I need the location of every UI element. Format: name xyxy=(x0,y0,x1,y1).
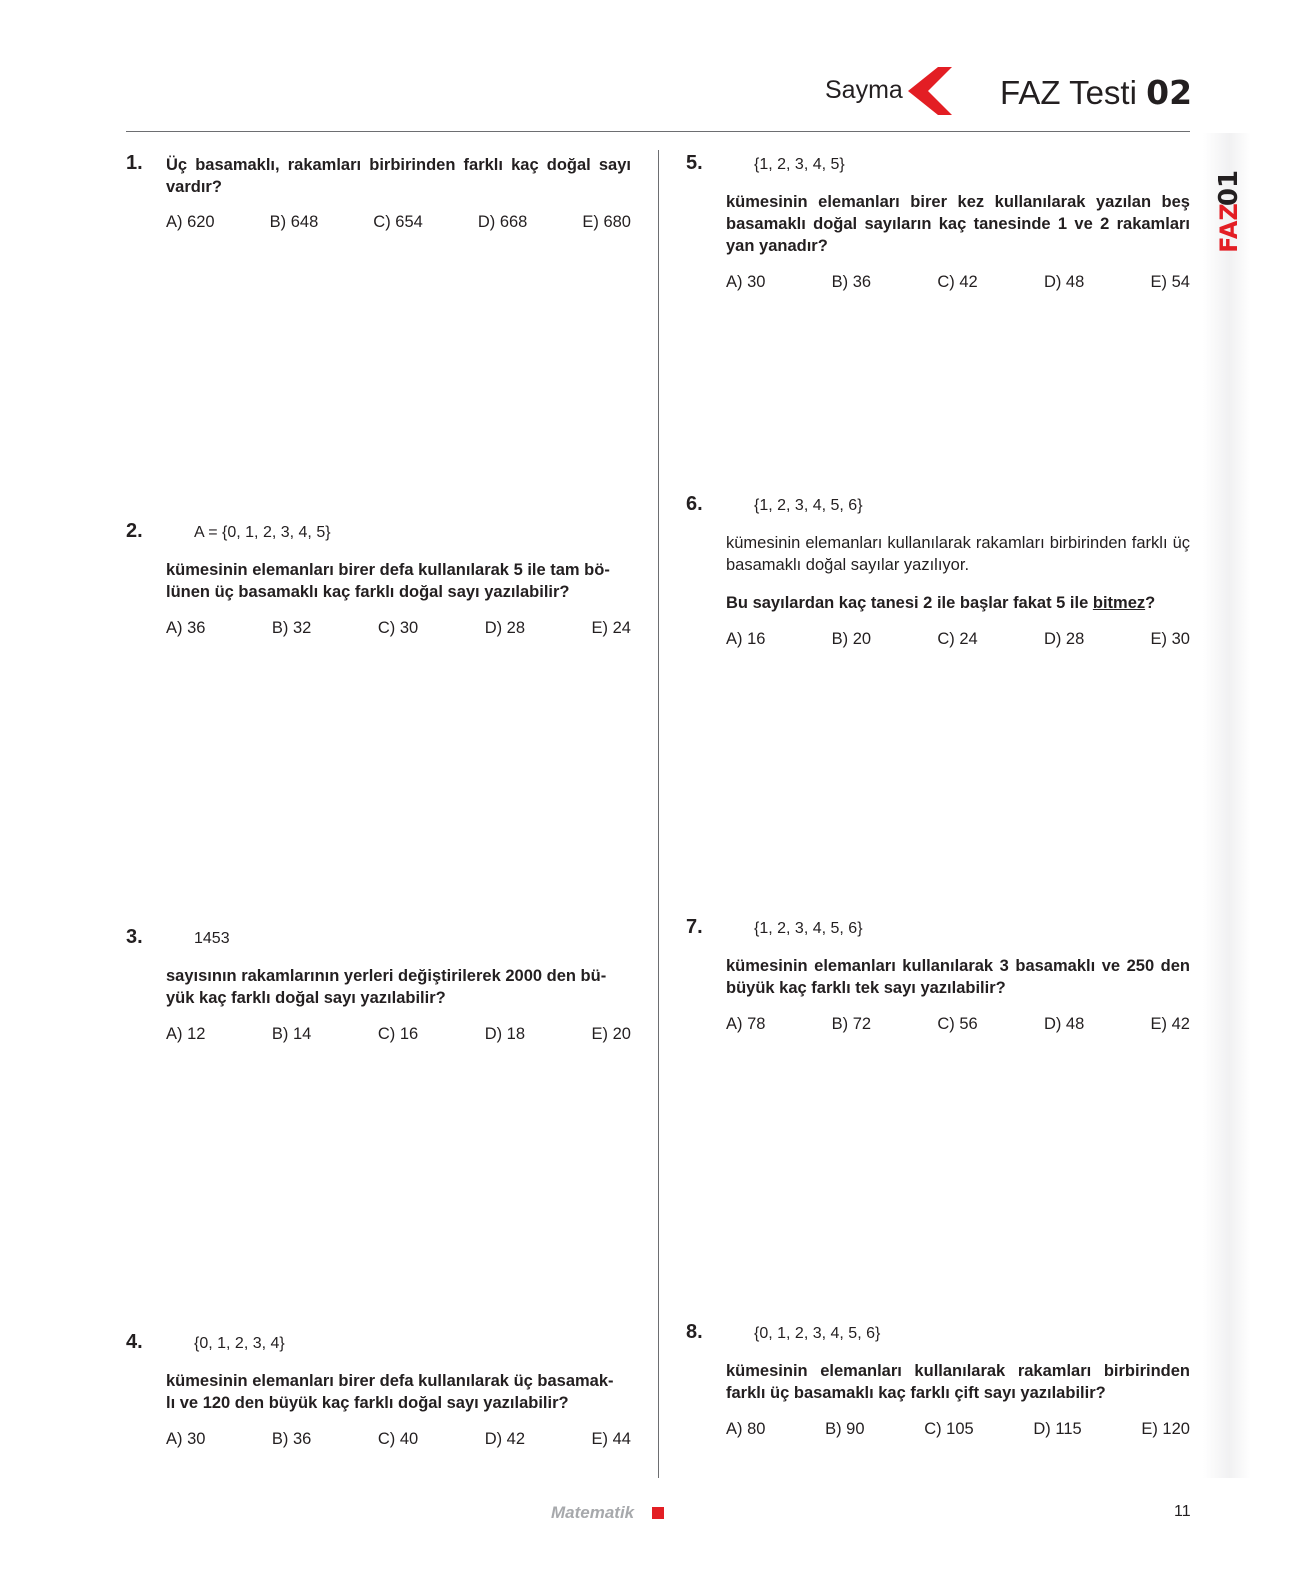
option-b[interactable]: B) 72 xyxy=(831,1015,872,1033)
question-prompt-end: ? xyxy=(1145,594,1156,612)
question-set: {1, 2, 3, 4, 5, 6} xyxy=(754,497,863,514)
chevron-left-icon xyxy=(908,67,952,115)
option-e[interactable]: E) 24 xyxy=(591,619,631,637)
question-number: 5. xyxy=(686,152,703,174)
option-b[interactable]: B) 90 xyxy=(825,1420,865,1438)
option-d[interactable]: D) 48 xyxy=(1043,1015,1085,1033)
option-d[interactable]: D) 668 xyxy=(477,213,528,231)
question-number: 2. xyxy=(126,520,143,542)
answer-options xyxy=(166,213,631,232)
question-text xyxy=(166,559,631,603)
question-prompt-start: Bu sayılardan kaç tanesi 2 ile başlar fakat 5 ile xyxy=(726,594,1093,612)
question-set: {0, 1, 2, 3, 4, 5, 6} xyxy=(754,1325,881,1342)
option-c[interactable]: C) 105 xyxy=(924,1420,974,1438)
footer-subject: Matematik xyxy=(551,1503,635,1522)
option-d[interactable]: D) 28 xyxy=(1043,630,1085,648)
question-number: 1. xyxy=(126,152,143,174)
option-e[interactable]: E) 30 xyxy=(1150,630,1190,648)
topic-label: Sayma xyxy=(825,76,903,104)
option-d[interactable]: D) 28 xyxy=(484,619,526,637)
question-text: kümesinin elemanları birer kez kullanılarak yazılan beş basamaklı doğal sayıların kaç tanesinde 1 ve 2 rakamları yan yanadır? xyxy=(726,193,1190,255)
page-number: 11 xyxy=(1174,1503,1191,1520)
side-tab-number: 01 xyxy=(1214,169,1244,207)
option-a[interactable]: A) 12 xyxy=(166,1025,206,1043)
option-c[interactable]: C) 24 xyxy=(937,630,978,648)
option-d[interactable]: D) 18 xyxy=(484,1025,526,1043)
option-e[interactable]: E) 120 xyxy=(1141,1420,1190,1438)
page-title-number: 02 xyxy=(1146,73,1193,112)
option-d[interactable]: D) 115 xyxy=(1033,1420,1082,1438)
question-text: kümesinin elemanları kullanılarak rakamları birbirinden farklı üç basamaklı kaç farklı çift sayı yazılabilir? xyxy=(726,1362,1190,1402)
option-a[interactable]: A) 36 xyxy=(166,619,206,637)
side-band xyxy=(1203,133,1251,1478)
question-text-line-2: lı ve 120 den büyük kaç farklı doğal sayı yazılabilir? xyxy=(166,1394,569,1412)
question-text-line-1: kümesinin elemanları birer defa kullanılarak 5 ile tam bö- xyxy=(166,561,610,579)
option-c[interactable]: C) 16 xyxy=(377,1025,419,1043)
option-e[interactable]: E) 42 xyxy=(1150,1015,1190,1033)
page-title xyxy=(1000,73,1192,112)
option-c[interactable]: C) 654 xyxy=(373,213,423,231)
question-number: 6. xyxy=(686,493,703,515)
option-b[interactable]: B) 648 xyxy=(269,213,319,231)
header-divider xyxy=(126,131,1190,132)
faz-logo: FAZ xyxy=(1215,203,1243,253)
question-set: 1453 xyxy=(194,930,230,947)
question-set: {0, 1, 2, 3, 4} xyxy=(194,1335,285,1352)
option-c[interactable]: C) 56 xyxy=(937,1015,978,1033)
option-b[interactable]: B) 36 xyxy=(271,1430,312,1448)
question-text-line-2: yük kaç farklı doğal sayı yazılabilir? xyxy=(166,989,446,1007)
option-e[interactable]: E) 54 xyxy=(1150,273,1190,291)
option-c[interactable]: C) 30 xyxy=(377,619,419,637)
question-text xyxy=(166,965,631,1009)
question-set: A = {0, 1, 2, 3, 4, 5} xyxy=(194,524,331,541)
option-e[interactable]: E) 20 xyxy=(591,1025,631,1043)
question-text xyxy=(166,1370,631,1414)
answer-options xyxy=(726,273,1190,292)
option-a[interactable]: A) 80 xyxy=(726,1420,766,1438)
option-c[interactable]: C) 40 xyxy=(377,1430,419,1448)
question-number: 7. xyxy=(686,916,703,938)
question-number: 3. xyxy=(126,926,143,948)
question-text: kümesinin elemanları kullanılarak rakamları birbirinden farklı üç basamaklı doğal sayılar yazılıyor. xyxy=(726,534,1190,574)
answer-options xyxy=(166,619,631,638)
answer-options xyxy=(726,1420,1190,1439)
question-text-line-1: sayısının rakamlarının yerleri değiştirilerek 2000 den bü- xyxy=(166,967,607,985)
option-d[interactable]: D) 48 xyxy=(1043,273,1085,291)
question-set: {1, 2, 3, 4, 5} xyxy=(754,156,845,173)
answer-options xyxy=(726,630,1190,649)
faz-logo-tab xyxy=(1208,148,1248,258)
option-d[interactable]: D) 42 xyxy=(484,1430,526,1448)
option-b[interactable]: B) 14 xyxy=(271,1025,312,1043)
page-title-prefix: FAZ Testi xyxy=(1000,74,1137,111)
option-e[interactable]: E) 44 xyxy=(591,1430,631,1448)
answer-options xyxy=(726,1015,1190,1034)
question-text: kümesinin elemanları kullanılarak 3 basamaklı ve 250 den büyük kaç farklı tek sayı yazılabilir? xyxy=(726,957,1190,997)
option-a[interactable]: A) 30 xyxy=(166,1430,206,1448)
question-text-line-1: kümesinin elemanları birer defa kullanılarak üç basamak- xyxy=(166,1372,614,1390)
question-number: 4. xyxy=(126,1331,143,1353)
option-a[interactable]: A) 16 xyxy=(726,630,766,648)
option-a[interactable]: A) 78 xyxy=(726,1015,766,1033)
question-text-line-2: lünen üç basamaklı kaç farklı doğal sayı yazılabilir? xyxy=(166,583,570,601)
question-prompt-emphasis: bitmez xyxy=(1092,594,1146,612)
option-c[interactable]: C) 42 xyxy=(937,273,978,291)
question-set: {1, 2, 3, 4, 5, 6} xyxy=(754,920,863,937)
option-a[interactable]: A) 620 xyxy=(166,213,215,231)
option-e[interactable]: E) 680 xyxy=(582,213,631,231)
question-number: 8. xyxy=(686,1321,703,1343)
answer-options xyxy=(166,1025,631,1044)
option-a[interactable]: A) 30 xyxy=(726,273,766,291)
option-b[interactable]: B) 32 xyxy=(271,619,312,637)
answer-options xyxy=(166,1430,631,1449)
question-text: Üç basamaklı, rakamları birbirinden farklı kaç doğal sayı vardır? xyxy=(166,156,631,196)
option-b[interactable]: B) 20 xyxy=(831,630,872,648)
column-divider xyxy=(658,150,659,1478)
question-prompt xyxy=(726,592,1190,614)
square-icon xyxy=(652,1507,664,1519)
option-b[interactable]: B) 36 xyxy=(831,273,872,291)
